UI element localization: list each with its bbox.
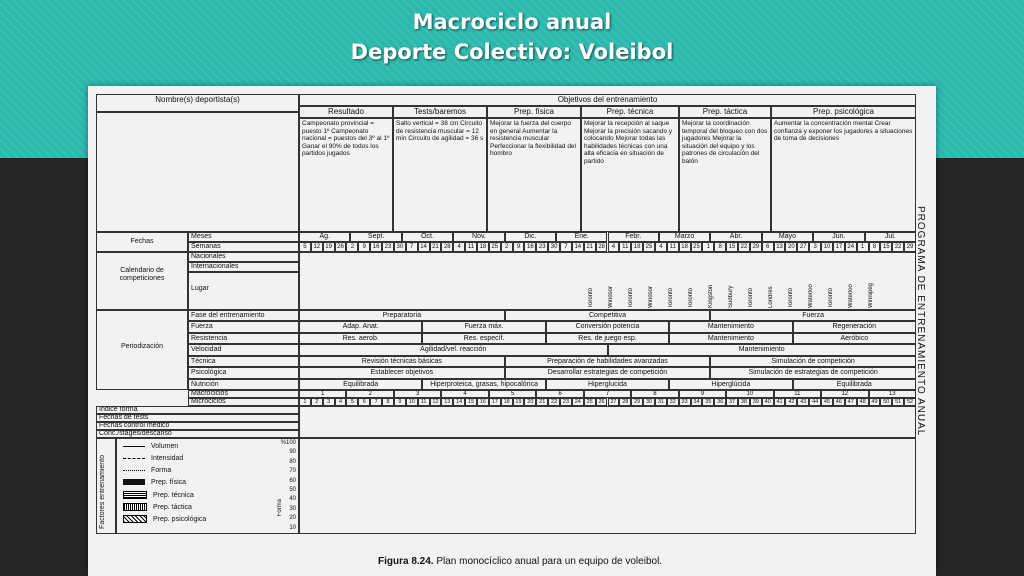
week-cell: 8 bbox=[714, 242, 726, 252]
micro-cell: 4 bbox=[335, 398, 347, 406]
row-calendario: Calendario de competiciones bbox=[96, 252, 188, 310]
week-cell: 9 bbox=[358, 242, 370, 252]
week-cell: 14 bbox=[418, 242, 430, 252]
micro-cell: 45 bbox=[821, 398, 833, 406]
factores-label: Factores entrenamiento bbox=[99, 455, 106, 529]
week-cell: 18 bbox=[631, 242, 643, 252]
legend-swatch bbox=[123, 458, 145, 459]
phase-fase: Preparatoria bbox=[299, 310, 505, 321]
micro-cell: 39 bbox=[750, 398, 762, 406]
place-label: Winnipeg bbox=[868, 282, 874, 308]
week-cell: 29 bbox=[904, 242, 916, 252]
side-title: PROGRAMA DE ENTRENAMIENTO ANUAL bbox=[915, 206, 926, 437]
legend-label: Prep. física bbox=[151, 479, 187, 486]
row-resistencia: Resistencia bbox=[188, 333, 299, 344]
row-tests: Fechas de tests bbox=[96, 414, 299, 422]
phase-resistencia: Res. específ. bbox=[422, 333, 545, 344]
months-row bbox=[299, 232, 916, 242]
week-cell: 23 bbox=[536, 242, 548, 252]
phase-resistencia: Mantenimiento bbox=[669, 333, 792, 344]
week-cell: 1 bbox=[857, 242, 869, 252]
row-medico: Fechas control médico bbox=[96, 422, 299, 430]
place-label: Toronto bbox=[588, 287, 594, 308]
month-cell: Dic. bbox=[505, 232, 556, 242]
micro-cell: 49 bbox=[869, 398, 881, 406]
place-label: Londres bbox=[768, 286, 774, 308]
percent-tick: 10 bbox=[289, 524, 296, 531]
row-conc: Conc./stages/descanso bbox=[96, 430, 299, 438]
place-label: Toronto bbox=[688, 287, 694, 308]
week-cell: 30 bbox=[394, 242, 406, 252]
micro-cell: 38 bbox=[738, 398, 750, 406]
month-cell: Abr. bbox=[710, 232, 761, 242]
legend-label: Prep. táctica bbox=[153, 503, 192, 511]
phase-nutricion: Equilibrada bbox=[299, 379, 422, 390]
phase-nutricion: Equilibrada bbox=[793, 379, 916, 390]
micro-cell: 2 bbox=[311, 398, 323, 406]
micro-cell: 28 bbox=[619, 398, 631, 406]
obj-col-tests: Tests/baremos bbox=[393, 106, 487, 118]
phase-tecnica: Simulación de competición bbox=[710, 356, 916, 367]
macro-cell: 8 bbox=[631, 390, 678, 398]
percent-tick: 50 bbox=[289, 487, 296, 493]
legend-label: Prep. técnica bbox=[153, 491, 194, 499]
micro-cell: 25 bbox=[584, 398, 596, 406]
week-cell: 26 bbox=[335, 242, 347, 252]
athletes-cell bbox=[96, 112, 299, 232]
place-label: Waterloo bbox=[848, 284, 854, 308]
month-cell: Sept. bbox=[350, 232, 401, 242]
week-cell: 25 bbox=[643, 242, 655, 252]
place-label: Waterloo bbox=[808, 284, 814, 308]
obj-text-resultado: Campeonato provincial = puesto 1º Campeonato nacional = puestos del 3º al 1º Ganar el 90% de todos los partidos jugados bbox=[299, 118, 393, 232]
micro-cell: 41 bbox=[774, 398, 786, 406]
legend-row bbox=[123, 503, 192, 512]
row-fuerza: Fuerza bbox=[188, 321, 299, 332]
slide-title: Macrociclo anual bbox=[412, 10, 612, 34]
phase-fuerza: Mantenimiento bbox=[669, 321, 792, 332]
percent-tick: 60 bbox=[289, 477, 296, 484]
forma-label: Forma bbox=[277, 499, 283, 517]
row-indice: Índice forma bbox=[96, 406, 299, 414]
place-label: Windsor bbox=[648, 285, 654, 308]
obj-col-tactica: Prep. táctica bbox=[679, 106, 771, 118]
micro-cell: 31 bbox=[655, 398, 667, 406]
weeks-row bbox=[299, 242, 916, 252]
row-periodizacion: Periodización bbox=[96, 310, 188, 390]
athletes-header: Nombre(s) deportista(s) bbox=[96, 94, 299, 112]
phase-fuerza: Adap. Anat. bbox=[299, 321, 422, 332]
macro-cell: 1 bbox=[299, 390, 346, 398]
micro-cell: 52 bbox=[904, 398, 916, 406]
month-cell: Jul. bbox=[865, 232, 916, 242]
micro-cell: 43 bbox=[797, 398, 809, 406]
micro-cell: 24 bbox=[572, 398, 584, 406]
phase-resistencia: Res. de juego esp. bbox=[546, 333, 669, 344]
week-cell: 14 bbox=[572, 242, 584, 252]
week-cell: 25 bbox=[691, 242, 703, 252]
week-cell: 9 bbox=[513, 242, 525, 252]
row-fase: Fase del entrenamiento bbox=[188, 310, 299, 321]
micro-cell: 17 bbox=[489, 398, 501, 406]
legend-label: Intensidad bbox=[151, 455, 184, 462]
month-cell: Marzo bbox=[659, 232, 710, 242]
legend-row bbox=[123, 515, 206, 524]
month-cell: Nov. bbox=[453, 232, 504, 242]
micro-cell: 33 bbox=[679, 398, 691, 406]
micro-cell: 47 bbox=[845, 398, 857, 406]
obj-col-resultado: Resultado bbox=[299, 106, 393, 118]
micro-cell: 1 bbox=[299, 398, 311, 406]
week-cell: 16 bbox=[370, 242, 382, 252]
percent-tick: 40 bbox=[289, 496, 296, 503]
week-cell: 18 bbox=[679, 242, 691, 252]
macro-cell: 9 bbox=[679, 390, 726, 398]
micro-cell: 35 bbox=[702, 398, 714, 406]
macro-cell: 3 bbox=[394, 390, 441, 398]
week-cell: 28 bbox=[596, 242, 608, 252]
phase-fuerza: Conversión potencia bbox=[546, 321, 669, 332]
phase-resistencia: Aeróbico bbox=[793, 333, 916, 344]
phase-fase: Competitiva bbox=[505, 310, 711, 321]
place-label: Windsor bbox=[608, 285, 614, 308]
micro-cell: 20 bbox=[524, 398, 536, 406]
legend-label: Prep. psicológica bbox=[153, 515, 207, 523]
legend-swatch bbox=[123, 470, 145, 471]
legend-row bbox=[123, 455, 183, 463]
micro-cell: 14 bbox=[453, 398, 465, 406]
document-image bbox=[88, 86, 936, 576]
micro-cell: 6 bbox=[358, 398, 370, 406]
micro-cell: 22 bbox=[548, 398, 560, 406]
macro-cell: 11 bbox=[774, 390, 821, 398]
month-cell: Ene. bbox=[556, 232, 607, 242]
place-label: Kingston bbox=[708, 284, 714, 308]
obj-text-tecnica: Mejorar la recepción al saque Mejorar la precisión sacando y colocando Mejorar todas las habilidades técnicas con una alta eficacia en situación de partido bbox=[581, 118, 679, 232]
phase-velocidad: Mantenimiento bbox=[608, 344, 917, 355]
month-cell: Oct. bbox=[402, 232, 453, 242]
phase-resistencia: Res. aerob. bbox=[299, 333, 422, 344]
legend-swatch bbox=[123, 446, 145, 447]
place-label: Toronto bbox=[628, 287, 634, 308]
week-cell: 18 bbox=[477, 242, 489, 252]
week-cell: 21 bbox=[430, 242, 442, 252]
micro-cell: 16 bbox=[477, 398, 489, 406]
obj-text-psicologica: Aumentar la concentración mental Crear confianza y exponer los jugadores a situaciones de toma de decisiones bbox=[771, 118, 916, 232]
week-cell: 8 bbox=[869, 242, 881, 252]
macro-cell: 6 bbox=[536, 390, 583, 398]
week-cell: 20 bbox=[785, 242, 797, 252]
macro-cell: 5 bbox=[489, 390, 536, 398]
obj-text-tests: Salto vertical = 38 cm Circuito de resistencia muscular = 12 min Circuito de agilidad = 36 s bbox=[393, 118, 487, 232]
week-cell: 21 bbox=[584, 242, 596, 252]
week-cell: 4 bbox=[655, 242, 667, 252]
week-cell: 11 bbox=[465, 242, 477, 252]
objectives-header: Objetivos del entrenamiento bbox=[299, 94, 916, 106]
micro-cell: 29 bbox=[631, 398, 643, 406]
week-cell: 17 bbox=[833, 242, 845, 252]
phase-tecnica: Preparación de habilidades avanzadas bbox=[505, 356, 711, 367]
row-psicologica: Psicológica bbox=[188, 367, 299, 378]
week-cell: 1 bbox=[702, 242, 714, 252]
training-bars-area bbox=[299, 438, 916, 534]
micro-cell: 18 bbox=[501, 398, 513, 406]
legend-swatch bbox=[123, 515, 147, 523]
phase-psicologica: Desarrollar estrategias de competición bbox=[505, 367, 711, 378]
phase-tecnica: Revisión técnicas básicas bbox=[299, 356, 505, 367]
month-cell: Febr. bbox=[608, 232, 659, 242]
obj-col-psicologica: Prep. psicológica bbox=[771, 106, 916, 118]
week-cell: 4 bbox=[608, 242, 620, 252]
micro-cell: 26 bbox=[596, 398, 608, 406]
micro-cell: 21 bbox=[536, 398, 548, 406]
obj-text-fisica: Mejorar la fuerza del cuerpo en general Aumentar la resistencia muscular Perfeccionar la flexibilidad del hombro bbox=[487, 118, 581, 232]
phase-psicologica: Simulación de estrategias de competición bbox=[710, 367, 916, 378]
percent-tick: %100 bbox=[280, 440, 296, 446]
week-cell: 7 bbox=[406, 242, 418, 252]
macro-cell: 7 bbox=[584, 390, 631, 398]
macro-row bbox=[299, 390, 916, 398]
row-fechas: Fechas bbox=[96, 232, 188, 252]
week-cell: 12 bbox=[311, 242, 323, 252]
micro-row bbox=[299, 398, 916, 406]
row-semanas: Semanas bbox=[188, 242, 299, 252]
week-cell: 3 bbox=[809, 242, 821, 252]
week-cell: 7 bbox=[560, 242, 572, 252]
week-cell: 27 bbox=[797, 242, 809, 252]
places-list bbox=[588, 274, 918, 310]
row-meses: Meses bbox=[188, 232, 299, 242]
micro-cell: 37 bbox=[726, 398, 738, 406]
week-cell: 4 bbox=[453, 242, 465, 252]
macro-cell: 2 bbox=[346, 390, 393, 398]
micro-cell: 13 bbox=[441, 398, 453, 406]
month-cell: Jun. bbox=[813, 232, 864, 242]
phase-fuerza: Regeneración bbox=[793, 321, 916, 332]
place-label: Toronto bbox=[788, 287, 794, 308]
micro-cell: 11 bbox=[418, 398, 430, 406]
micro-cell: 7 bbox=[370, 398, 382, 406]
micro-cell: 48 bbox=[857, 398, 869, 406]
week-cell: 15 bbox=[726, 242, 738, 252]
legend-row bbox=[123, 467, 171, 475]
legend-swatch bbox=[123, 503, 147, 511]
micro-cell: 10 bbox=[406, 398, 418, 406]
obj-text-tactica: Mejorar la coordinación temporal del bloqueo con dos jugadores Mejorar la situación del equipo y los patrones de circulación del balón bbox=[679, 118, 771, 232]
place-label: Toronto bbox=[668, 287, 674, 308]
place-label: Toronto bbox=[828, 287, 834, 308]
phase-fase: Fuerza bbox=[710, 310, 916, 321]
factores-cell bbox=[96, 438, 116, 534]
macro-cell: 4 bbox=[441, 390, 488, 398]
micro-cell: 34 bbox=[691, 398, 703, 406]
obj-col-fisica: Prep. física bbox=[487, 106, 581, 118]
micro-cell: 5 bbox=[346, 398, 358, 406]
legend-label: Volumen bbox=[151, 443, 179, 450]
week-cell: 16 bbox=[524, 242, 536, 252]
micro-cell: 19 bbox=[513, 398, 525, 406]
phase-nutricion: Hiperproteica, grasas, hipocalórica bbox=[422, 379, 545, 390]
week-cell: 2 bbox=[346, 242, 358, 252]
week-cell: 11 bbox=[667, 242, 679, 252]
legend-row bbox=[123, 443, 178, 451]
micro-cell: 44 bbox=[809, 398, 821, 406]
legend-row bbox=[123, 491, 194, 500]
percent-tick: 80 bbox=[289, 458, 296, 465]
legend-row bbox=[123, 479, 186, 487]
month-cell: Mayo bbox=[762, 232, 813, 242]
row-macrociclos: Macrociclos bbox=[188, 390, 299, 398]
week-cell: 6 bbox=[762, 242, 774, 252]
week-cell: 2 bbox=[501, 242, 513, 252]
phase-velocidad: Agilidad/vel. reacción bbox=[299, 344, 608, 355]
macro-cell: 12 bbox=[821, 390, 868, 398]
phase-nutricion: Hiperglucida bbox=[546, 379, 669, 390]
row-nacionales: Nacionales bbox=[188, 252, 299, 262]
week-cell: 10 bbox=[821, 242, 833, 252]
micro-cell: 42 bbox=[785, 398, 797, 406]
week-cell: 23 bbox=[382, 242, 394, 252]
legend-swatch bbox=[123, 491, 147, 499]
week-cell: 25 bbox=[489, 242, 501, 252]
legend-box bbox=[116, 438, 299, 534]
week-cell: 28 bbox=[441, 242, 453, 252]
figure-caption: Figura 8.24. Plan monocíclico anual para un equipo de voleibol. bbox=[378, 556, 663, 567]
legend-swatch bbox=[123, 479, 145, 485]
micro-cell: 40 bbox=[762, 398, 774, 406]
phase-nutricion: Hiperglúcida bbox=[669, 379, 792, 390]
micro-cell: 8 bbox=[382, 398, 394, 406]
week-cell: 19 bbox=[323, 242, 335, 252]
obj-col-tecnica: Prep. técnica bbox=[581, 106, 679, 118]
percent-tick: 90 bbox=[289, 449, 296, 456]
row-lugar: Lugar bbox=[188, 272, 299, 310]
week-cell: 13 bbox=[774, 242, 786, 252]
row-internacionales: Internacionales bbox=[188, 262, 299, 272]
week-cell: 5 bbox=[299, 242, 311, 252]
row-nutricion: Nutrición bbox=[188, 379, 299, 390]
legend-label: Forma bbox=[151, 467, 172, 474]
week-cell: 24 bbox=[845, 242, 857, 252]
row-microciclos: Microciclos bbox=[188, 398, 299, 406]
macro-cell: 10 bbox=[726, 390, 773, 398]
micro-cell: 30 bbox=[643, 398, 655, 406]
row-tecnica: Técnica bbox=[188, 356, 299, 367]
place-label: Toronto bbox=[748, 287, 754, 308]
micro-cell: 9 bbox=[394, 398, 406, 406]
phase-fuerza: Fuerza máx. bbox=[422, 321, 545, 332]
week-cell: 22 bbox=[892, 242, 904, 252]
week-cell: 11 bbox=[619, 242, 631, 252]
percent-tick: 70 bbox=[289, 468, 296, 475]
percent-tick: 20 bbox=[289, 515, 296, 522]
micro-cell: 32 bbox=[667, 398, 679, 406]
micro-cell: 27 bbox=[608, 398, 620, 406]
phase-psicologica: Establecer objetivos bbox=[299, 367, 505, 378]
micro-cell: 12 bbox=[430, 398, 442, 406]
week-cell: 15 bbox=[880, 242, 892, 252]
month-cell: Ag. bbox=[299, 232, 350, 242]
periodization-rows bbox=[188, 310, 916, 390]
week-cell: 22 bbox=[738, 242, 750, 252]
micro-cell: 46 bbox=[833, 398, 845, 406]
percent-tick: 30 bbox=[289, 505, 296, 512]
slide-subtitle: Deporte Colectivo: Voleibol bbox=[350, 40, 674, 64]
micro-cell: 51 bbox=[892, 398, 904, 406]
micro-cell: 3 bbox=[323, 398, 335, 406]
row-velocidad: Velocidad bbox=[188, 344, 299, 355]
micro-cell: 23 bbox=[560, 398, 572, 406]
indices-area bbox=[299, 406, 916, 438]
micro-cell: 15 bbox=[465, 398, 477, 406]
week-cell: 29 bbox=[750, 242, 762, 252]
micro-cell: 36 bbox=[714, 398, 726, 406]
place-label: Sudbury bbox=[728, 285, 734, 308]
week-cell: 30 bbox=[548, 242, 560, 252]
micro-cell: 50 bbox=[880, 398, 892, 406]
macro-cell: 13 bbox=[869, 390, 916, 398]
